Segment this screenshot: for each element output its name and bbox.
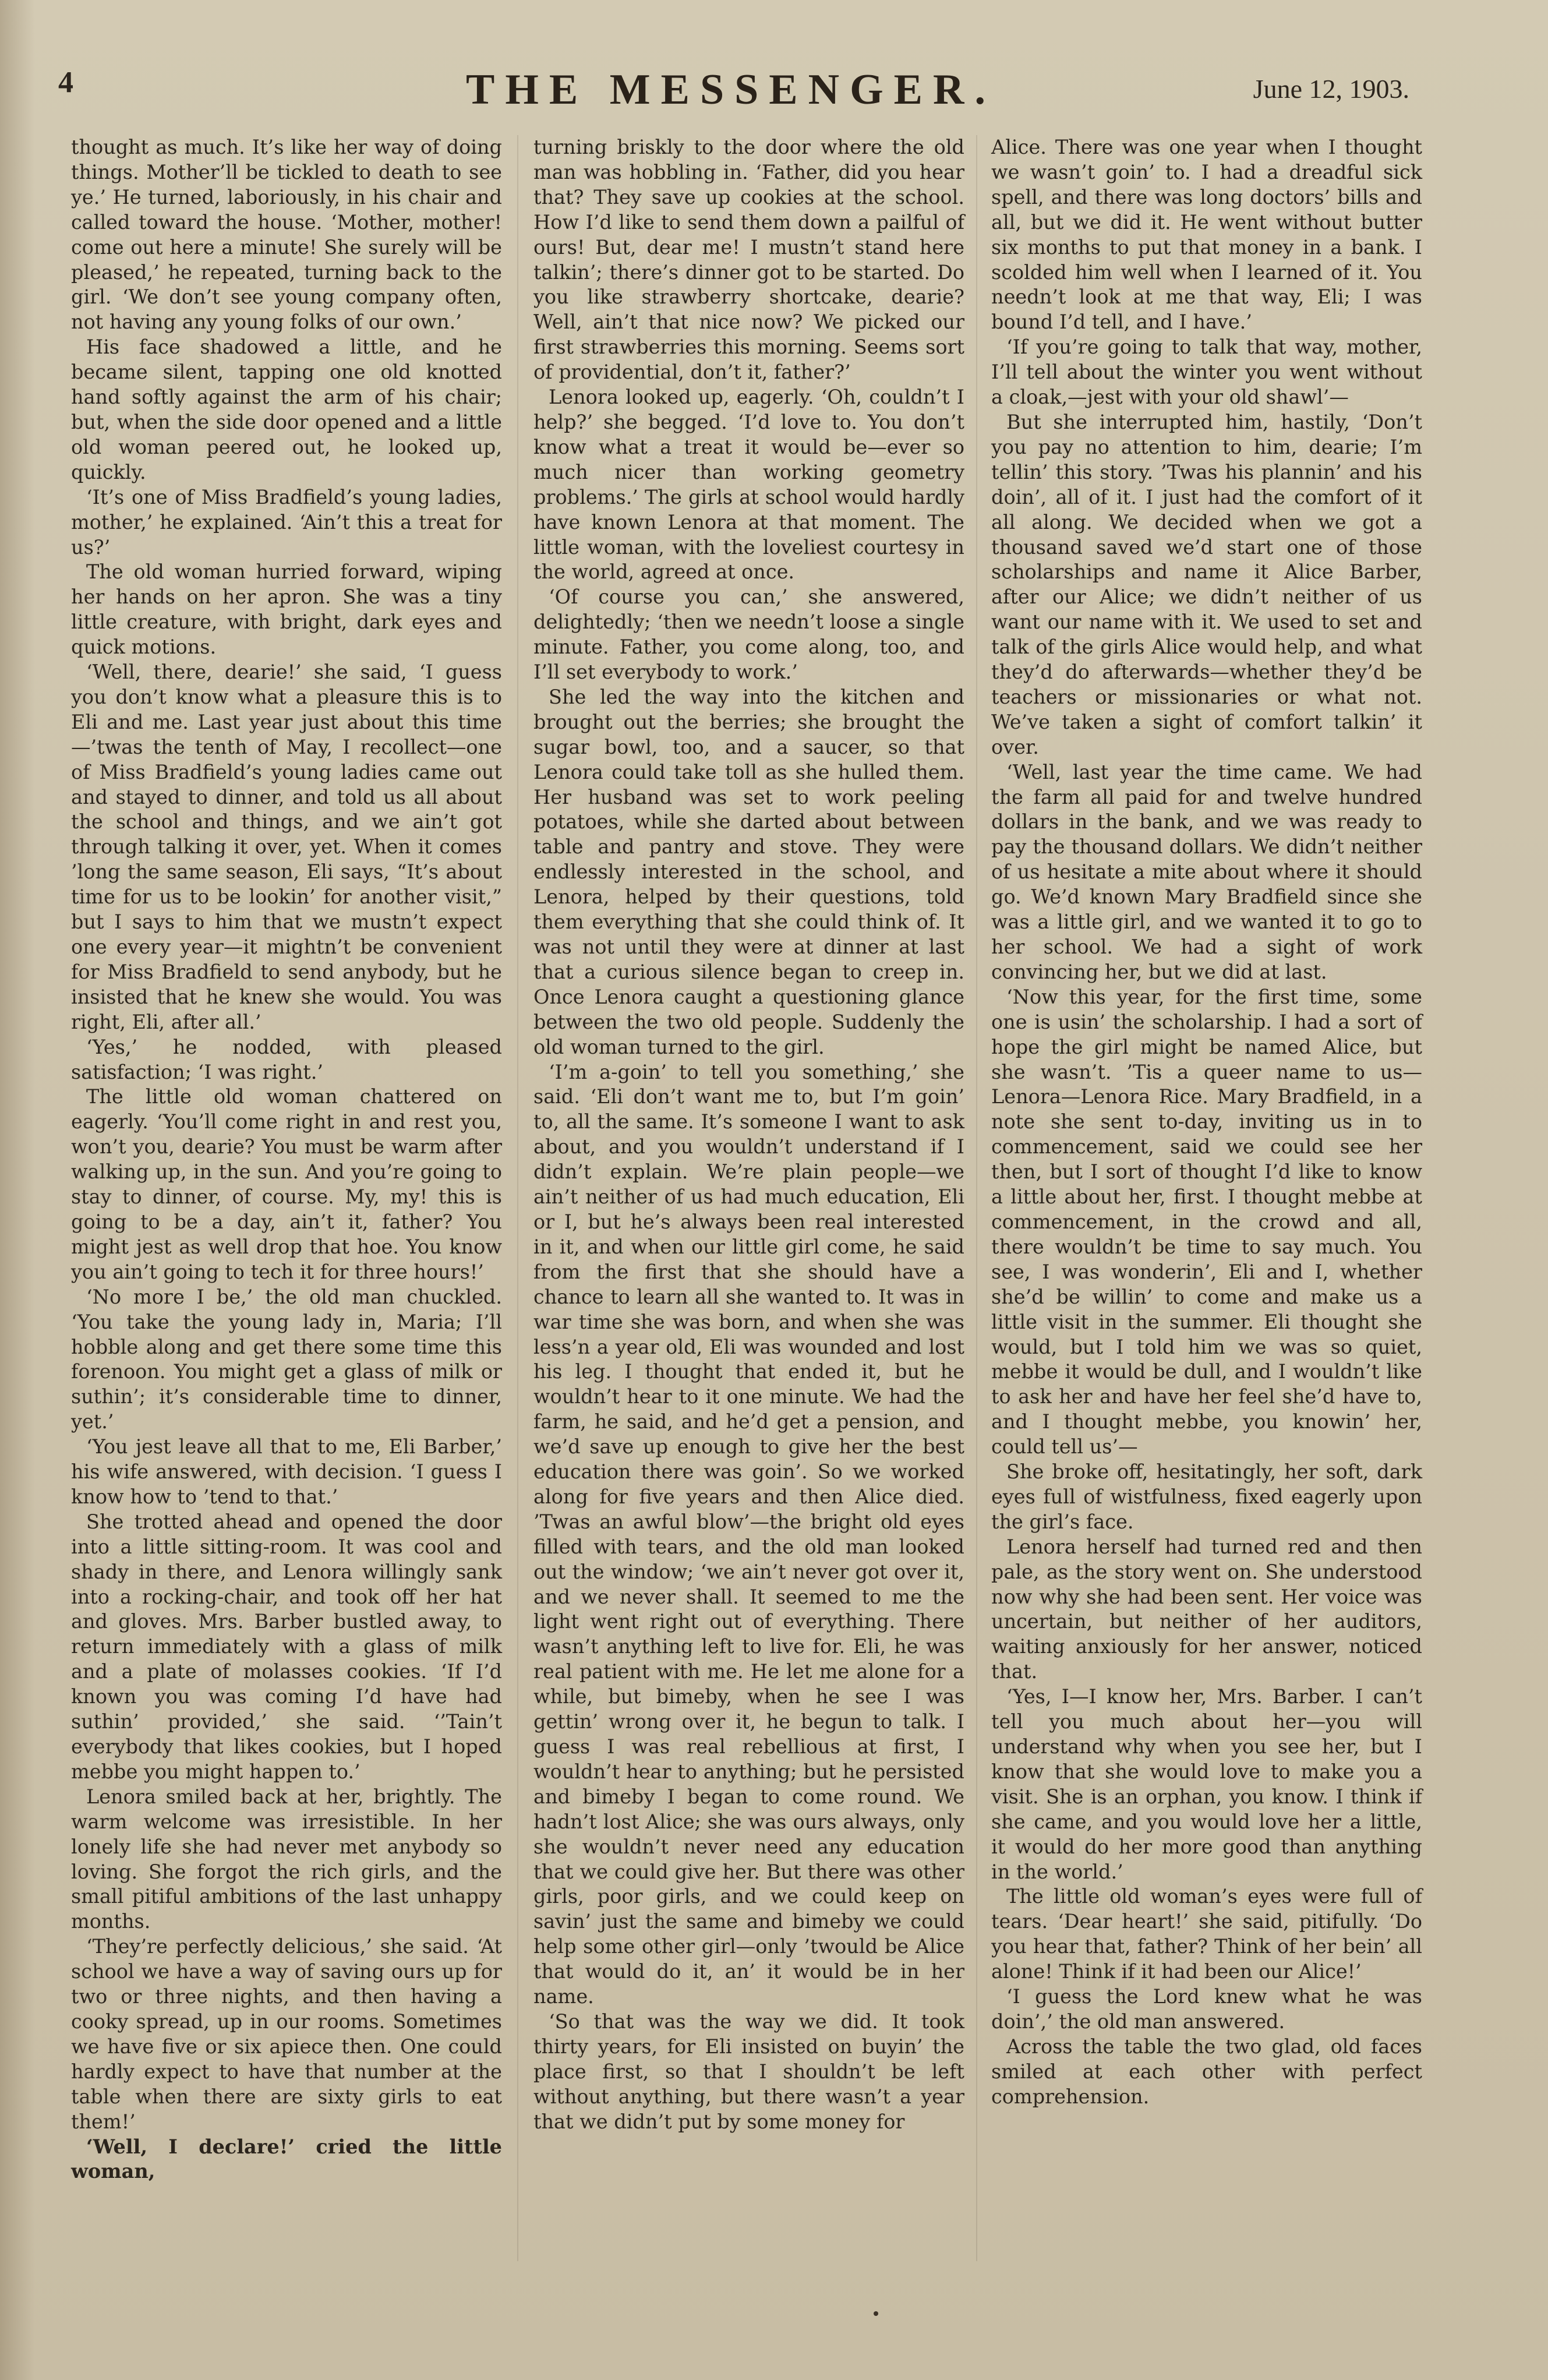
column-divider [517,135,518,2261]
text-column-3 [991,135,1422,2110]
article-paragraph: Lenora smiled back at her, brightly. The warm welcome was irresistible. In her lonely life she had never met anybody so loving. She forgot the rich girls, and the small pitiful ambitions of the last unhappy months. [71,1785,502,1933]
article-paragraph: Across the table the two glad, old faces smiled at each other with perfect comprehension. [991,2035,1422,2108]
article-paragraph: turning briskly to the door where the old man was hobbling in. ‘Father, did you hear that? They save up cookies at the school. How I’d like to send them down a pailful of ours! But, dear me! I mustn’t stand here talkin’; there’s dinner got to be started. Do you like strawberry shortcake, dearie? Well, ain’t that nice now? We picked our first strawberries this morning. Seems sort of providential, don’t it, father?’ [533,136,964,384]
article-paragraph: ‘If you’re going to talk that way, mother, I’ll tell about the winter you went without a cloak,—jest with your old shawl’— [991,336,1422,409]
article-paragraph: ‘Well, last year the time came. We had the farm all paid for and twelve hundred dollars in the bank, and we was ready to pay the thousand dollars. We didn’t neither of us hesitate a mite about where it should go. We’d known Mary Bradfield since she was a little girl, and we wanted it to go to her school. We had a sight of work convincing her, but we did at last. [991,760,1422,983]
article-paragraph: Alice. There was one year when I thought we wasn’t goin’ to. I had a dreadful sick spell, and there was long doctors’ bills and all, but we did it. He went without butter six months to put that money in a bank. I scolded him well when I learned of it. You needn’t look at me that way, Eli; I was bound I’d tell, and I have.’ [991,136,1422,334]
article-paragraph: ‘I guess the Lord knew what he was doin’,’ the old man answered. [991,1985,1422,2033]
page-number: 4 [58,66,73,99]
text-column-2 [533,135,964,2135]
masthead [58,65,1409,118]
article-paragraph: ‘You jest leave all that to me, Eli Barber,’ his wife answered, with decision. ‘I guess I know how to ’tend to that.’ [71,1435,502,1508]
article-paragraph: Lenora herself had turned red and then pale, as the story went on. She understood now why she had been sent. Her voice was uncertain, but neither of her auditors, waiting anxiously for her answer, noticed that. [991,1535,1422,1683]
article-paragraph: The little old woman’s eyes were full of tears. ‘Dear heart!’ she said, pitifully. ‘Do you hear that, father? Think of her bein’ all alone! Think if it had been our Alice!’ [991,1885,1422,1983]
article-paragraph: ‘Yes,’ he nodded, with pleased satisfaction; ‘I was right.’ [71,1035,502,1083]
article-paragraph: ‘Yes, I—I know her, Mrs. Barber. I can’t tell you much about her—you will understand why when you see her, but I know that she would love to make you a visit. She is an orphan, you know. I think if she came, and you would love her a little, it would do her more good than anything in the world.’ [991,1685,1422,1883]
article-paragraph: The little old woman chattered on eagerly. ‘You’ll come right in and rest you, won’t you, dearie? You must be warm after walking up, in the sun. And you’re going to stay to dinner, of course. My, my! this is going to be a day, ain’t it, father? You might jest as well drop that hoe. You know you ain’t going to tech it for three hours!’ [71,1085,502,1283]
text-column-1 [71,135,502,2184]
article-paragraph: The old woman hurried forward, wiping her hands on her apron. She was a tiny little creature, with bright, dark eyes and quick motions. [71,560,502,659]
article-paragraph: thought as much. It’s like her way of doing things. Mother’ll be tickled to death to see ye.’ He turned, laboriously, in his chair and called toward the house. ‘Mother, mother! come out here a minute! She surely will be pleased,’ he repeated, turning back to the girl. ‘We don’t see young company often, not having any young folks of our own.’ [71,136,502,334]
article-paragraph: She trotted ahead and opened the door into a little sitting-room. It was cool and shady in there, and Lenora willingly sank into a rocking-chair, and took off her hat and gloves. Mrs. Barber bustled away, to return immediately with a glass of milk and a plate of molasses cookies. ‘If I’d known you was coming I’d have had suthin’ provided,’ she said. ‘’Tain’t everybody that likes cookies, but I hoped mebbe you might happen to.’ [71,1510,502,1783]
article-paragraph: Lenora looked up, eagerly. ‘Oh, couldn’t I help?’ she begged. ‘I’d love to. You don’t know what a treat it would be—ever so much nicer than working geometry problems.’ The girls at school would hardly have known Lenora at that moment. The little woman, with the loveliest courtesy in the world, agreed at once. [533,386,964,584]
article-paragraph: She broke off, hesitatingly, her soft, dark eyes full of wistfulness, fixed eagerly upon the girl’s face. [991,1460,1422,1533]
article-paragraph: ‘So that was the way we did. It took thirty years, for Eli insisted on buyin’ the place first, so that I shouldn’t be left without anything, but there wasn’t a year that we didn’t put by some money for [533,2010,964,2133]
article-paragraph: ‘Now this year, for the first time, some one is usin’ the scholarship. I had a sort of hope the girl might be named Alice, but she wasn’t. ’Tis a queer name to us—Lenora—Lenora Rice. Mary Bradfield, in a note she sent to-day, inviting us in to commencement, said we could see her then, but I sort of thought I’d like to know a little about her, first. I thought mebbe at commencement, in the crowd and all, there wouldn’t be time to say much. You see, I was wonderin’, Eli and I, whether she’d be willin’ to come and make us a little visit in the summer. Eli thought she would, but I told him we was so quiet, mebbe it would be dull, and I wouldn’t like to ask her and have her feel she’d have to, and I thought mebbe, you knowin’ her, could tell us’— [991,985,1422,1459]
article-paragraph: ‘It’s one of Miss Bradfield’s young ladies, mother,’ he explained. ‘Ain’t this a treat for us?’ [71,485,502,559]
issue-date: June 12, 1903. [1253,74,1409,104]
article-paragraph: ‘No more I be,’ the old man chuckled. ‘You take the young lady in, Maria; I’ll hobble along and get there some time this forenoon. You might get a glass of milk or suthin’; it’s considerable time to dinner, yet.’ [71,1285,502,1433]
page-edge-shadow [0,0,35,2380]
article-paragraph: ‘Well, I declare!’ cried the little woman, [71,2135,502,2183]
printer-dot [874,2311,878,2316]
newspaper-title: THE MESSENGER. [466,66,996,114]
column-divider [976,135,977,2261]
article-paragraph: ‘Of course you can,’ she answered, delightedly; ‘then we needn’t loose a single minute. Father, you come along, too, and I’ll set everybody to work.’ [533,585,964,684]
article-paragraph: ‘They’re perfectly delicious,’ she said. ‘At school we have a way of saving ours up for two or three nights, and then having a cooky spread, up in our rooms. Sometimes we have five or six apiece then. One could hardly expect to have that number at the table when there are sixty girls to eat them!’ [71,1935,502,2133]
article-paragraph: ‘Well, there, dearie!’ she said, ‘I guess you don’t know what a pleasure this is to Eli and me. Last year just about this time —’twas the tenth of May, I recollect—one of Miss Bradfield’s young ladies came out and stayed to dinner, and told us all about the school and things, and we ain’t got through talking it over, yet. When it comes ’long the same season, Eli says, “It’s about time for us to be lookin’ for another visit,” but I says to him that we mustn’t expect one every year—it mightn’t be convenient for Miss Bradfield to send anybody, but he insisted that he knew she would. You was right, Eli, after all.’ [71,661,502,1033]
article-paragraph: She led the way into the kitchen and brought out the berries; she brought the sugar bowl, too, and a saucer, so that Lenora could take toll as she hulled them. Her husband was set to work peeling potatoes, while she darted about between table and pantry and stove. They were endlessly interested in the school, and Lenora, helped by their questions, told them everything that she could think of. It was not until they were at dinner at last that a curious silence began to creep in. Once Lenora caught a questioning glance between the two old people. Suddenly the old woman turned to the girl. [533,685,964,1058]
article-paragraph: But she interrupted him, hastily, ‘Don’t you pay no attention to him, dearie; I’m tellin’ this story. ’Twas his plannin’ and his doin’, all of it. I just had the comfort of it all along. We decided when we got a thousand saved we’d start one of those scholarships and name it Alice Barber, after our Alice; we didn’t neither of us want our name with it. We used to set and talk of the girls Alice would help, and what they’d do afterwards—whether they’d be teachers or missionaries or what not. We’ve taken a sight of comfort talkin’ it over. [991,410,1422,758]
article-paragraph: ‘I’m a-goin’ to tell you something,’ she said. ‘Eli don’t want me to, but I’m goin’ to, all the same. It’s someone I want to ask about, and you wouldn’t understand if I didn’t explain. We’re plain people—we ain’t neither of us had much education, Eli or I, but he’s always been real interested in it, and when our little girl come, he said from the first that she should have a chance to learn all she wanted to. It was in war time she was born, and when she was less’n a year old, Eli was wounded and lost his leg. I thought that ended it, but he wouldn’t hear to it one minute. We had the farm, he said, and he’d get a pension, and we’d save up enough to give her the best education there was goin’. So we worked along for five years and then Alice died. ’Twas an awful blow’—the bright old eyes filled with tears, and the old man looked out the window; ‘we ain’t never got over it, and we never shall. It seemed to me the light went right out of everything. There wasn’t anything left to live for. Eli, he was real patient with me. He let me alone for a while, but bimeby, when he see I was gettin’ wrong over it, he begun to talk. I guess I was real rebellious at first, I wouldn’t hear to anything; but he persisted and bimeby I began to come round. We hadn’t lost Alice; she was ours always, only she wouldn’t never need any education that we could give her. But there was other girls, poor girls, and we could keep on savin’ just the same and bimeby we could help some other girl—only ’twould be Alice that would do it, an’ it would be in her name. [533,1060,964,2008]
article-paragraph: His face shadowed a little, and he became silent, tapping one old knotted hand softly against the arm of his chair; but, when the side door opened and a little old woman peered out, he looked up, quickly. [71,336,502,483]
